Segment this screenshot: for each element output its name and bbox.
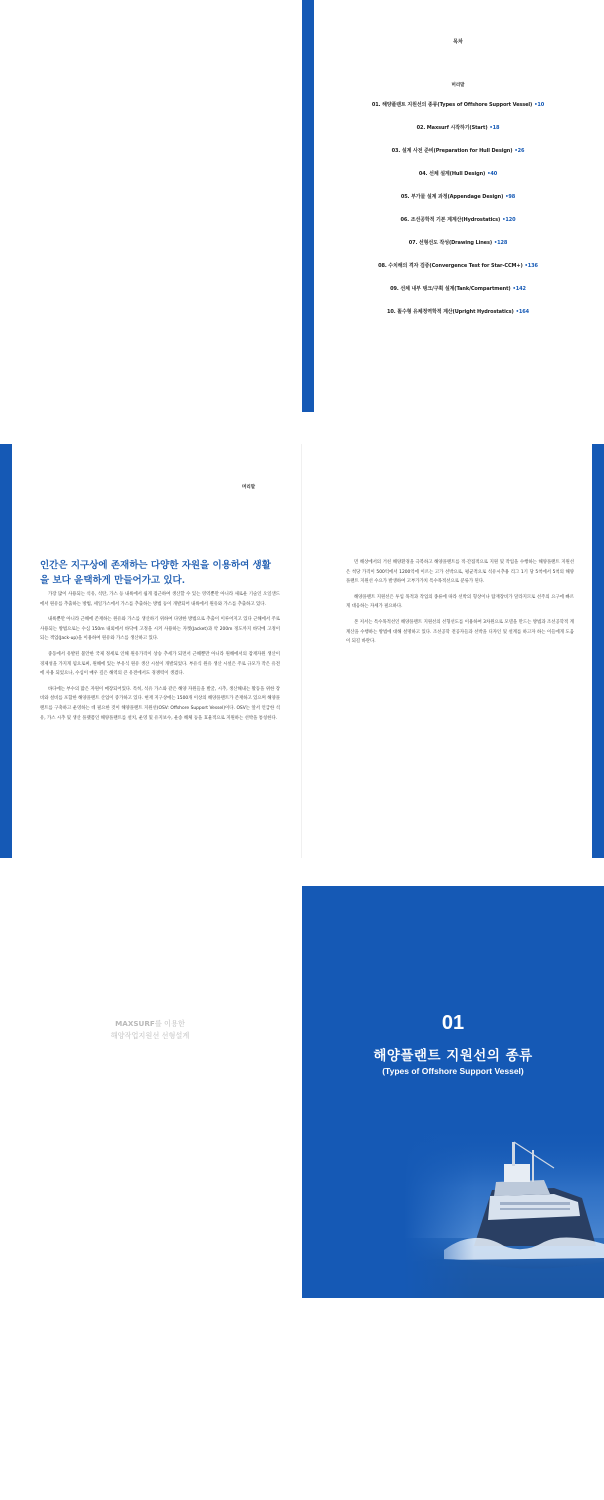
toc-item-title: 04. 선체 설계(Hull Design) xyxy=(418,171,486,177)
page-spine xyxy=(301,444,302,858)
toc-item-page: •26 xyxy=(514,148,525,154)
chapter-title: 해양플랜트 지원선의 종류 xyxy=(373,1048,533,1064)
toc-item-title: 06. 조선공학적 기본 계계산(Hydrostatics) xyxy=(400,217,501,223)
toc-item xyxy=(314,170,602,193)
preface-paragraph: 본 저서는 특수목적선인 해양플랜트 지원선의 선형선도를 이용하여 3차원으로 모델을 만드는 방법과 조선공학적 계계산을 수행하는 방법에 대해 설명하고 있다. 조선공학 전공자들과 선박을 디자인 및 설계를 하고자 하는 이들에게 도움이 되길 바란다. xyxy=(346,619,574,645)
chapter-number: 01 xyxy=(441,1012,465,1034)
toc-item-page: •142 xyxy=(512,286,526,292)
toc-list xyxy=(314,101,602,331)
right-accent-bar xyxy=(592,444,604,858)
preface-left-column xyxy=(40,590,280,729)
toc-preface-entry: 머리말 xyxy=(451,83,465,88)
toc-item xyxy=(314,124,602,147)
toc-item-title: 02. Maxsurf 시작하기(Start) xyxy=(416,125,488,131)
toc-item-page: •98 xyxy=(505,194,516,200)
toc-item-title: 05. 부가물 설계 과정(Appendage Design) xyxy=(400,194,504,200)
preface-paragraph: 해양플랜트 지원선은 투입 목적과 작업의 종류에 따라 선박의 형상이나 탑재장비가 달라지므로 선주의 요구에 빠르게 대응하는 자세가 필요하다. xyxy=(346,594,574,610)
preface-label: 머리말 xyxy=(242,485,256,490)
toc-item-title: 08. 수치해의 격자 검증(Convergence Test for Star-CCM+) xyxy=(378,263,523,269)
preface-paragraph: 먼 해상에서의 거친 해양환경을 극복하고 해양플랜트를 적·간접적으로 지원 및 작업을 수행하는 해양플랜트 지원선은 척당 가격이 500억에서 1200억에 이르는 고가 선박으로, 평균적으로 석유시추용 리그 1기 당 5척에서 5척의 해양플랜트 지원선 수요가 발생하여 고부가가치 특수목적선으로 분류가 된다. xyxy=(346,560,574,585)
toc-item-page: •136 xyxy=(524,263,538,269)
book-title xyxy=(0,1018,300,1042)
book-title-rest: 를 이용한 xyxy=(154,1019,185,1028)
preface-paragraph: 중동에서 유발된 불안한 국제 정세로 인해 원유가격이 상승 추세가 되면서 근해뿐만 아니라 원해에서의 잠재자원 생산이 경제성을 가지게 됨으로써, 원해에 있는 부유식 원유 생산 시설이 개발되었다. 부유식 원유 생산 시설은 주로 규모가 작은 유전에 사용 되었으나, 수심이 매우 깊은 해역의 큰 유전에서도 경쟁력이 생겼다. xyxy=(40,651,280,677)
toc-item xyxy=(314,216,602,239)
ship-photo-icon xyxy=(404,1128,604,1298)
toc-item xyxy=(314,285,602,308)
toc-item-title: 03. 설계 사전 준비(Preparation for Hull Design) xyxy=(391,148,513,154)
toc-item-title: 10. 똘수형 유체정역학적 계산(Upright Hydrostatics) xyxy=(387,309,514,315)
toc-item-title: 09. 선체 내부 탱크/구획 설계(Tank/Compartment) xyxy=(390,286,511,292)
toc-item-page: •128 xyxy=(494,240,508,246)
preface-right-column xyxy=(346,558,574,653)
toc-spread xyxy=(0,0,604,412)
toc-item xyxy=(314,262,602,285)
preface-title: 인간은 지구상에 존재하는 다양한 자원을 이용하여 생활을 보다 윤택하게 만들어가고 있다. xyxy=(40,560,271,586)
book-title-line2: 해양작업지원선 선형설계 xyxy=(110,1031,190,1040)
toc-item-title: 07. 선형선도 작성(Drawing Lines) xyxy=(408,240,493,246)
chapter-subtitle: (Types of Offshore Support Vessel) xyxy=(382,1066,524,1076)
book-title-page xyxy=(0,886,300,1298)
toc-item-page: •164 xyxy=(515,309,529,315)
preface-spread xyxy=(0,444,604,858)
chapter-opener-page xyxy=(302,886,604,1298)
toc-item xyxy=(314,239,602,262)
preface-paragraph: 내륙뿐만 아니라 근해에 존재하는 원유와 가스를 생산하기 위하여 다양한 방법으로 추출이 이루어지고 있다 근해에서 주로 사용되는 방법으로는 수심 150m 내외에서 바닥에 고정을 시켜 사용하는 자켓(Jacket)과 약 200m 정도까지 바닥에 고정이 되는 잭업(Jack-up)을 이용하여 원유와 가스를 생산하고 있다. xyxy=(40,617,280,642)
toc-item-title: 01. 해양플랜트 지원선의 종류(Types of Offshore Support Vessel) xyxy=(371,102,533,108)
preface-paragraph: 가장 많이 사용되는 석유, 석탄, 가스 등 내륙에서 쉽게 접근하여 생산할 수 있는 영역뿐만 아니라 새로운 기술인 오일샌드에서 원유를 추출하는 방법, 셰일가스에서 가스를 추출하는 방법 등이 개발되어 내륙에서 원유와 가스를 추출하고 있다. xyxy=(40,592,280,607)
book-title-brand: MAXSURF xyxy=(115,1019,155,1028)
toc-item xyxy=(314,308,602,331)
toc-item xyxy=(314,193,602,216)
toc-item xyxy=(314,101,602,124)
chapter-spread xyxy=(0,886,604,1298)
toc-item xyxy=(314,147,602,170)
toc-accent-bar xyxy=(302,0,314,412)
toc-item-page: •18 xyxy=(489,125,500,131)
toc-heading: 목차 xyxy=(453,39,463,45)
toc-item-page: •120 xyxy=(502,217,516,223)
preface-paragraph: 바다에는 부수의 많은 자원이 매장되어있다. 특히, 석유 가스와 같은 해양 자원들을 발굴, 시추, 생산해내는 활동을 위한 장비와 설비를 포함한 해양플랜트 산업이 증가하고 있다. 현재 지구상에는 1500개 이상의 해양플랜트가 존재하고 있으며 해양플랜트를 구축하고 운영하는 데 필요한 것이 해양플랜트 지원선(OSV: Offshore Support Vessel)이다. OSV는 앞서 언급한 석유, 가스 시추 및 생산 플랫폼인 해양플랜트를 설치, 운영 및 유지보수, 운송 해체 등을 효율적으로 지원하는 선박을 통칭한다. xyxy=(40,686,280,721)
left-accent-bar xyxy=(0,444,12,858)
blank-page xyxy=(0,0,300,412)
toc-item-page: •40 xyxy=(487,171,498,177)
toc-item-page: •10 xyxy=(534,102,545,108)
